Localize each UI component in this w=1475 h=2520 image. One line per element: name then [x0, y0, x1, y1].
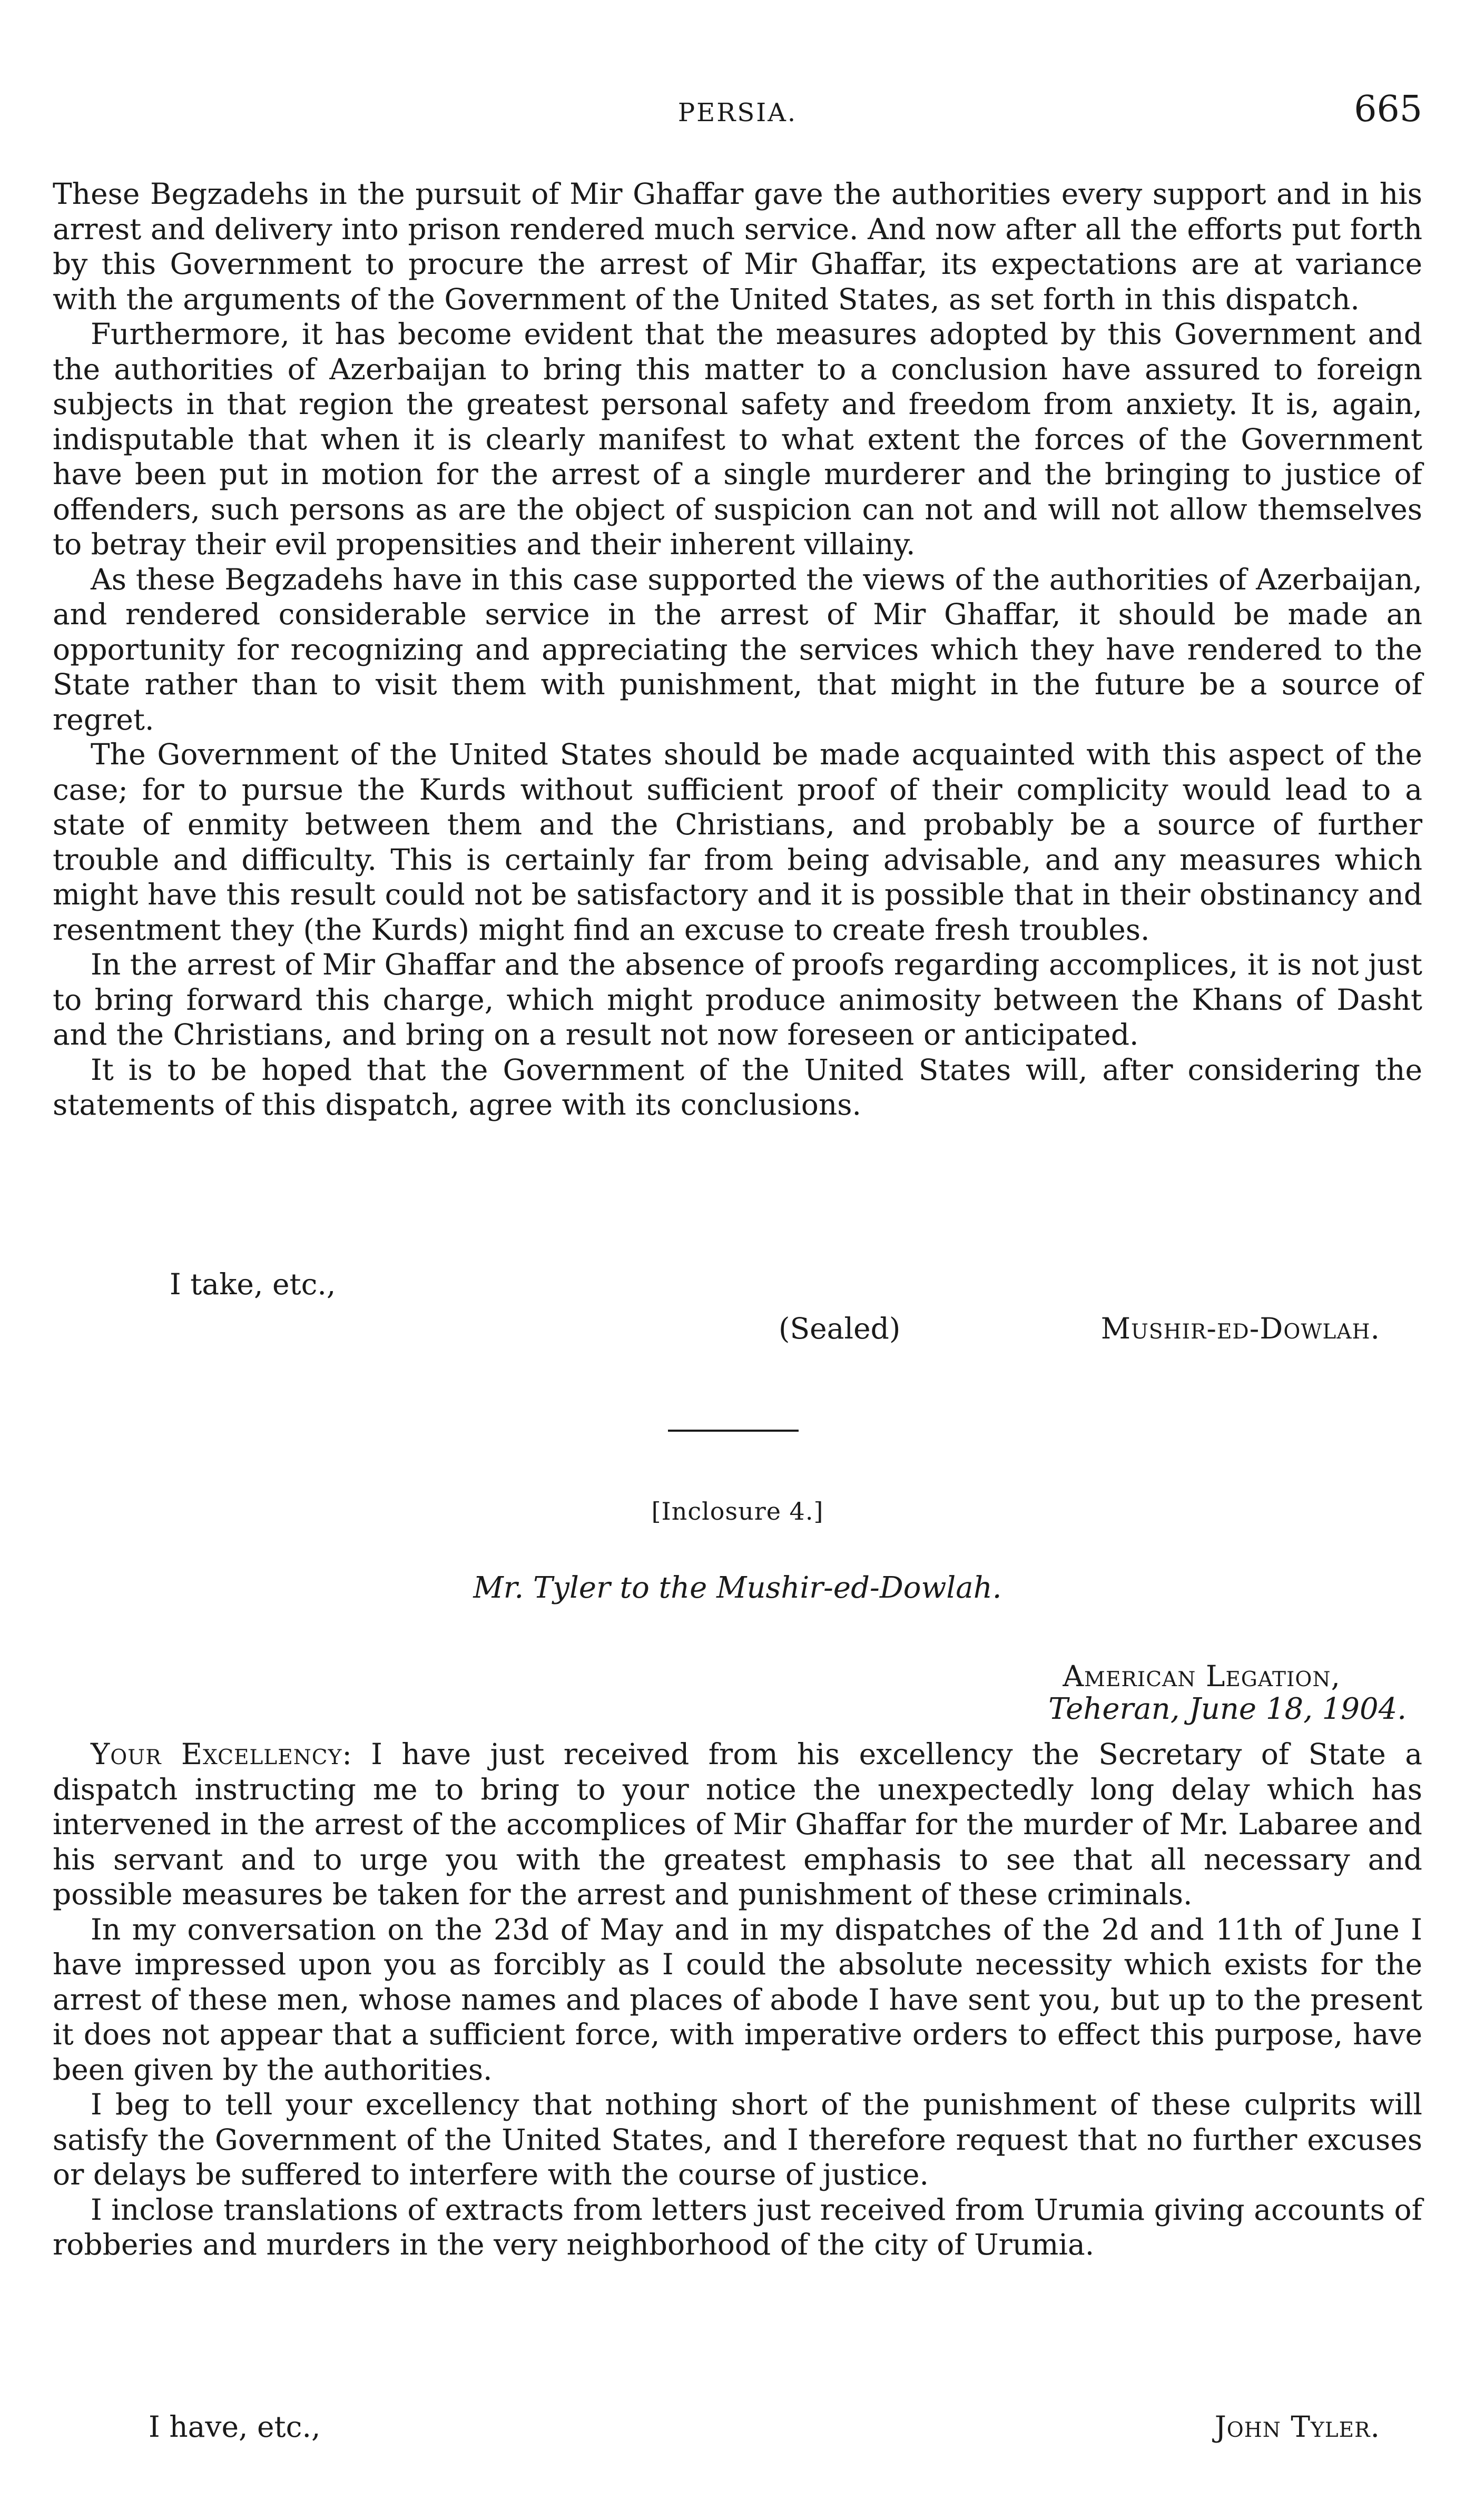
paragraph: As these Begzadehs have in this case supported the views of the authorities of Azerbaijan, and rendered considerable service in the arrest of Mir Ghaffar, it should be made an opportunity for recognizing and appreciating the services which they have rendered to the State rather than to visit them with punishment, that might in the future be a source of regret. — [53, 562, 1422, 736]
paragraph: In my conversation on the 23d of May and in my dispatches of the 2d and 11th of June I have impressed upon you as forcibly as I could the absolute necessity which exists for the arrest of these men, whose names and places of abode I have sent you, but up to the present it does not appear that a sufficient force, with imperative orders to effect this purpose, have been given by the authorities. — [53, 1912, 1422, 2086]
letter-body — [53, 1737, 1422, 2262]
signature: Mushir-ed-Dowlah. — [1100, 1312, 1380, 1345]
inclosure-label: [Inclosure 4.] — [651, 1497, 824, 1525]
sealed-note: (Sealed) — [779, 1312, 901, 1345]
signature-row — [53, 1312, 1422, 1348]
paragraph: I beg to tell your excellency that nothing short of the punishment of these culprits will satisfy the Government of the United States, and I therefore request that no further excuses or delays be suffered to interfere with the course of justice. — [53, 2088, 1422, 2191]
signature: John Tyler. — [1214, 2410, 1380, 2444]
salutation: Your Excellency — [91, 1737, 342, 1771]
paragraph: These Begzadehs in the pursuit of Mir Ghaffar gave the authorities every support and in his arrest and delivery into prison rendered much service. And now after all the efforts put forth by this Government to procure the arrest of Mir Ghaffar, its expectations are at variance with the arguments of the Government of the United States, as set forth in this dispatch. — [53, 177, 1422, 316]
section-divider — [668, 1430, 799, 1432]
running-title: PERSIA. — [677, 98, 798, 127]
paragraph: In the arrest of Mir Ghaffar and the absence of proofs regarding accomplices, it is not just to bring forward this charge, which might produce animosity between the Khans of Dasht and the Christians, and bring on a result not now foreseen or anticipated. — [53, 948, 1422, 1051]
paragraph: I inclose translations of extracts from letters just received from Urumia giving accounts of robberies and murders in the very neighborhood of the city of Urumia. — [53, 2192, 1422, 2261]
closing-phrase: I take, etc., — [170, 1267, 336, 1301]
dispatch-body — [53, 176, 1422, 1123]
closing-row — [53, 2410, 1422, 2447]
address-line-1: American Legation, — [1063, 1659, 1341, 1693]
paragraph: Furthermore, it has become evident that the measures adopted by this Government and the authorities of Azerbaijan to bring this matter to a conclusion have assured to foreign subjects in that region the greatest personal safety and freedom from anxiety. It is, again, indisputable that when it is clearly manifest to what extent the forces of the Government have been put in motion for the arrest of a single murderer and the bringing to justice of offenders, such persons as are the object of suspicion can not and will not allow themselves to betray their evil propensities and their inherent villainy. — [53, 317, 1422, 561]
paragraph: The Government of the United States should be made acquainted with this aspect of the case; for to pursue the Kurds without sufficient proof of their complicity would lead to a state of enmity between them and the Christians, and probably be a source of further trouble and difficulty. This is certainly far from being advisable, and any measures which might have this result could not be satisfactory and it is possible that in their obstinancy and resentment they (the Kurds) might find an excuse to create fresh troubles. — [53, 737, 1422, 947]
address-line-2: Teheran, June 18, 1904. — [1048, 1692, 1407, 1726]
closing-phrase: I have, etc., — [149, 2410, 321, 2444]
paragraph — [53, 1737, 1422, 1912]
paragraph-text: : I have just received from his excellency the Secretary of State a dispatch instructing me to bring to your notice the unexpectedly long delay which has intervened in the arrest of the accomplices of Mir Ghaffar for the murder of Mr. Labaree and his servant and to urge you with the greatest emphasis to see that all necessary and possible measures be taken for the arrest and punishment of these criminals. — [53, 1737, 1422, 1911]
letter-heading: Mr. Tyler to the Mushir-ed-Dowlah. — [473, 1571, 1002, 1605]
paragraph: It is to be hoped that the Government of the United States will, after considering the statements of this dispatch, agree with its conclusions. — [53, 1052, 1422, 1121]
page-number: 665 — [1354, 88, 1422, 130]
running-head — [53, 88, 1422, 131]
